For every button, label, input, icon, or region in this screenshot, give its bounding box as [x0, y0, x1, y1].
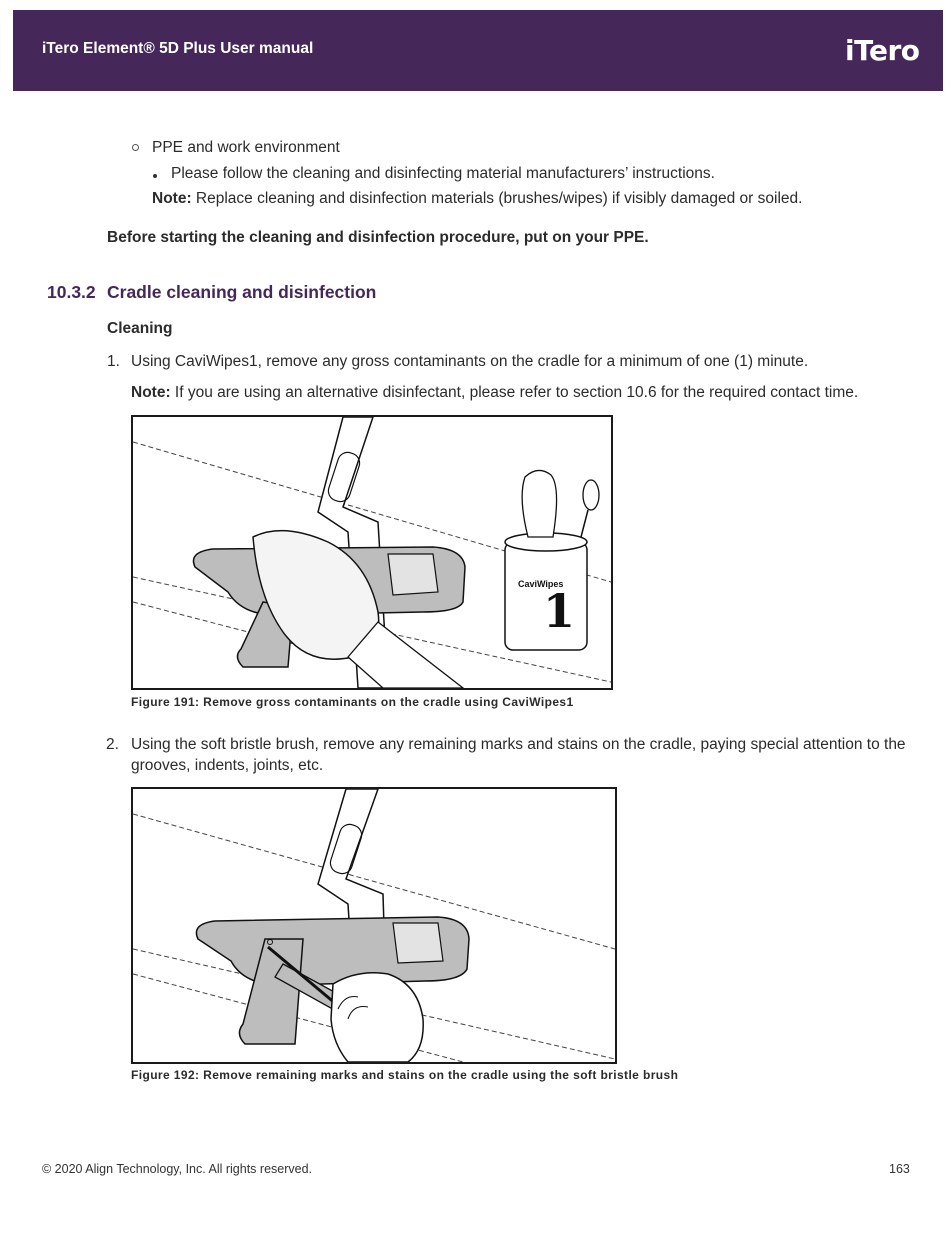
step-text-line: grooves, indents, joints, etc. [131, 757, 324, 774]
canister-number: 1 [543, 584, 576, 638]
itero-logo [845, 34, 920, 67]
page-number: 163 [889, 1162, 910, 1176]
figure-wiping-cradle [131, 415, 613, 690]
figure-caption: Figure 191: Remove gross contaminants on the cradle using CaviWipes1 [131, 695, 574, 709]
section-title: Cradle cleaning and disinfection [107, 282, 377, 302]
note-label: Note: [152, 190, 192, 207]
note-text: Replace cleaning and disinfection materials (brushes/wipes) if visibly damaged or soiled. [195, 190, 803, 207]
note-text: If you are using an alternative disinfectant, please refer to section 10.6 for the required contact time. [174, 384, 859, 401]
copyright: © 2020 Align Technology, Inc. All rights reserved. [42, 1162, 313, 1176]
wiping-illustration [133, 417, 611, 688]
step-number: 2. [106, 736, 119, 753]
dot-bullet-icon [153, 174, 157, 178]
manual-title: iTero Element® 5D Plus User manual [42, 40, 314, 57]
ppe-note [152, 188, 802, 209]
note-label: Note: [131, 384, 171, 401]
step-note [131, 382, 858, 403]
canister-label: CaviWipes [518, 579, 564, 589]
logo-text: iTero [845, 34, 920, 67]
page-header [13, 10, 943, 91]
step-number: 1. [107, 353, 120, 370]
brushing-illustration [133, 789, 615, 1062]
circle-bullet-icon [132, 144, 139, 151]
step-text-line: Using the soft bristle brush, remove any remaining marks and stains on the cradle, paying special attention to the [131, 736, 906, 753]
ppe-bullet-text: Please follow the cleaning and disinfecting material manufacturers’ instructions. [171, 165, 715, 182]
ppe-item: PPE and work environment [152, 139, 340, 156]
figure-brushing-cradle [131, 787, 617, 1064]
section-number: 10.3.2 [47, 282, 96, 302]
ppe-instruction: Before starting the cleaning and disinfection procedure, put on your PPE. [107, 229, 649, 246]
step-text: Using CaviWipes1, remove any gross contaminants on the cradle for a minimum of one (1) minute. [131, 353, 809, 370]
subheading-cleaning: Cleaning [107, 320, 173, 337]
figure-caption: Figure 192: Remove remaining marks and stains on the cradle using the soft bristle brush [131, 1068, 679, 1082]
